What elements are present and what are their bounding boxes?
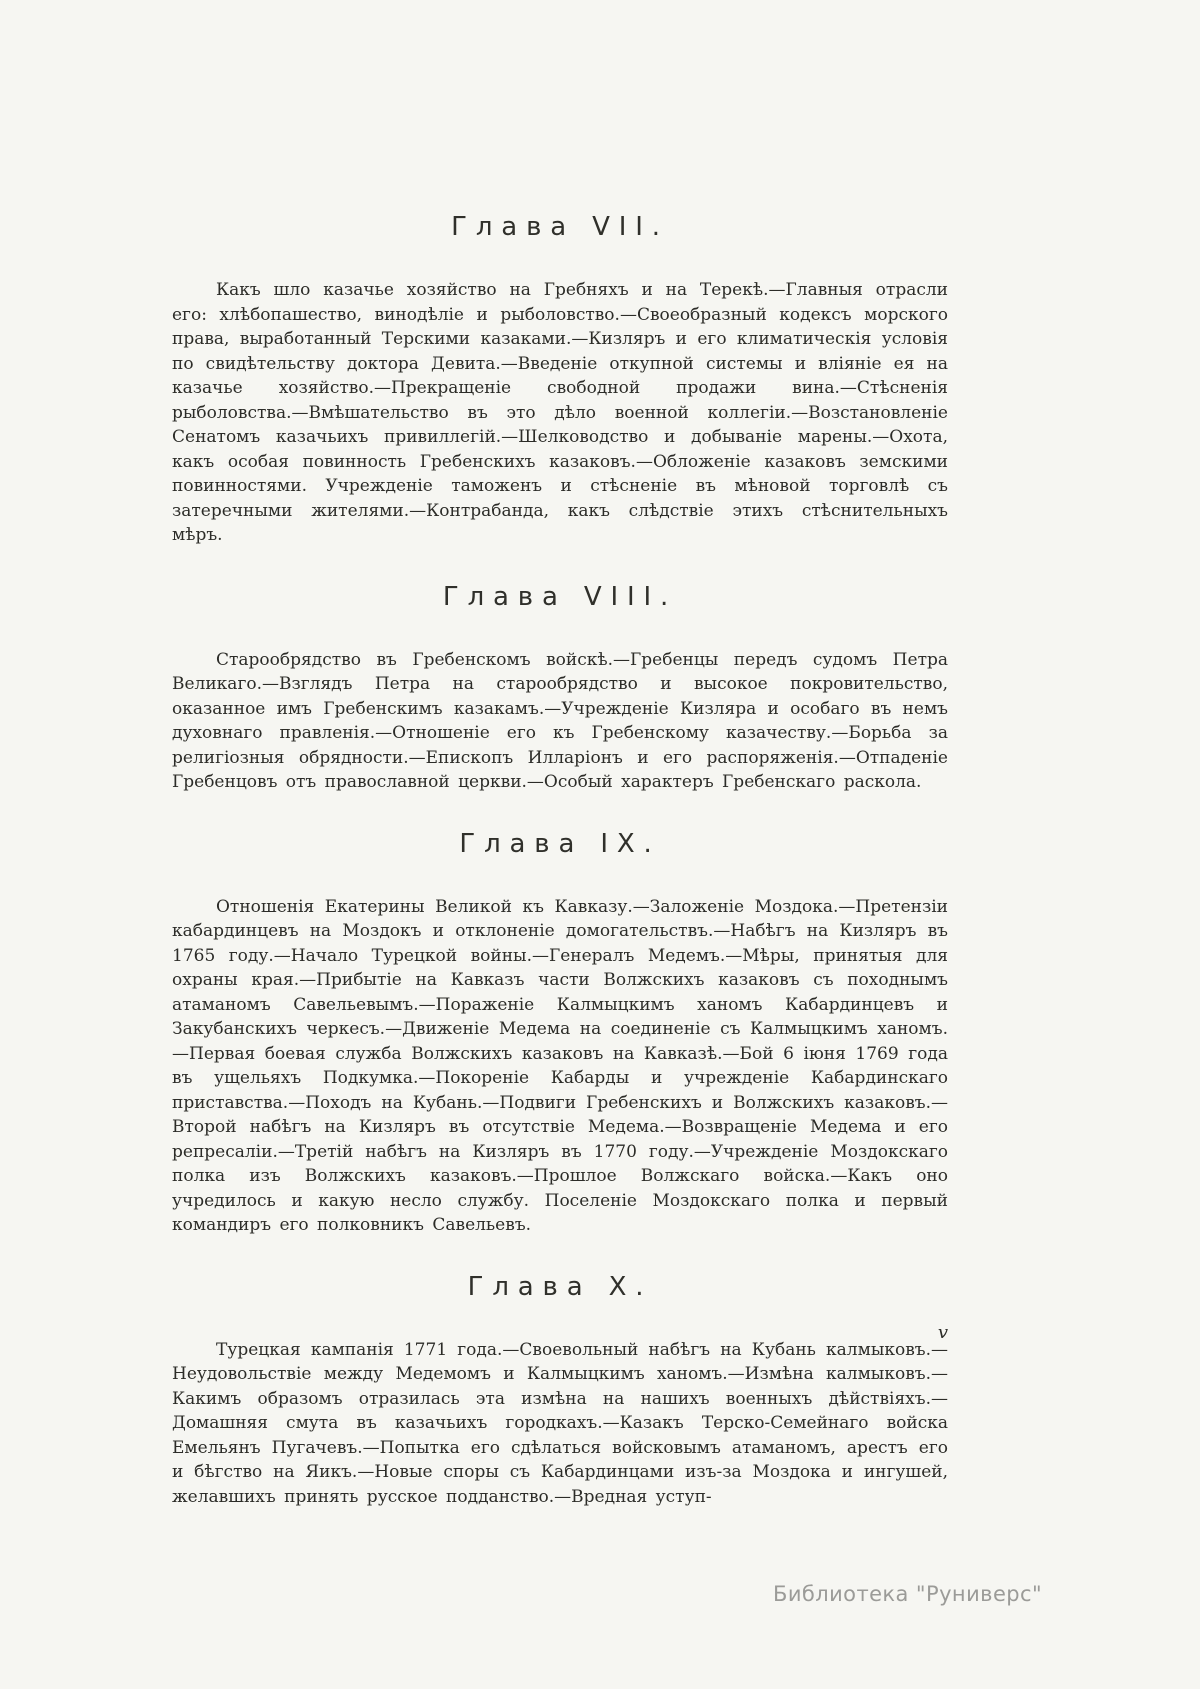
chapter-section-7 xyxy=(172,212,948,548)
chapter-heading-8: Глава VIII. xyxy=(442,581,678,612)
chapter-heading-10: Глава X. xyxy=(467,1271,653,1302)
chapter-section-9 xyxy=(172,829,948,1238)
chapter-heading-7: Глава VII. xyxy=(451,212,669,242)
chapter-summary-8: Старообрядство въ Гребенскомъ войскѣ.—Гребенцы передъ судомъ Петра Великаго.—Взглядъ Петра на старообрядство и высокое покровительство, оказанное имъ Гребенскимъ казакамъ.—Учрежденіе Кизляра и особаго въ немъ духовнаго правленія.—Отношеніе его къ Гребенскому казачеству.—Борьба за религіозныя обрядности.—Епископъ Илларіонъ и его распоряженія.—Отпаденіе Гребенцовъ отъ православной церкви.—Особый характеръ Гребенскаго раскола. xyxy=(172,649,948,792)
chapter-summary-7: Какъ шло казачье хозяйство на Гребняхъ и на Терекѣ.—Главныя отрасли его: хлѣбопашество, винодѣліе и рыболовство.—Своеобразный кодексъ морского права, выработанный Терскими казаками.—Кизляръ и его климатическія условія по свидѣтельству доктора Девита.—Введеніе откупной системы и вліяніе ея на казачье хозяйство.—Прекращеніе свободной продажи вина.—Стѣсненія рыболовства.—Вмѣшательство въ это дѣло военной коллегіи.—Возстановленіе Сенатомъ казачьихъ привиллегій.—Шелководство и добываніе марены.—Охота, какъ особая повинность Гребенскихъ казаковъ.—Обложеніе казаковъ земскими повинностями. Учрежденіе таможенъ и стѣсненіе въ мѣновой торговлѣ съ затеречными жителями.—Контрабанда, какъ слѣдствіе этихъ стѣснительныхъ мѣръ. xyxy=(172,280,948,545)
page-number: v xyxy=(937,1322,948,1343)
library-watermark: Библиотека "Руниверс" xyxy=(773,1582,1043,1606)
chapter-heading-9: Глава IX. xyxy=(459,828,661,859)
chapter-section-8 xyxy=(172,582,948,795)
chapter-summary-10: Турецкая кампанія 1771 года.—Своевольный набѣгъ на Кубань калмыковъ.—Неудовольствіе между Медемомъ и Калмыцкимъ ханомъ.—Измѣна калмыковъ.—Какимъ образомъ отразилась эта измѣна на нашихъ военныхъ дѣйствіяхъ.—Домашняя смута въ казачьихъ городкахъ.—Казакъ Терско-Семейнаго войска Емельянъ Пугачевъ.—Попытка его сдѣлаться войсковымъ атаманомъ, арестъ его и бѣгство на Яикъ.—Новые споры съ Кабардинцами изъ-за Моздока и ингушей, желавшихъ принять русское подданство.—Вредная уступ- xyxy=(172,1339,948,1507)
chapter-section-10 xyxy=(172,1272,948,1510)
text-block xyxy=(172,0,948,1509)
chapter-summary-9: Отношенія Екатерины Великой къ Кавказу.—Заложеніе Моздока.—Претензіи кабардинцевъ на Моздокъ и отклоненіе домогательствъ.—Набѣгъ на Кизляръ въ 1765 году.—Начало Турецкой войны.—Генералъ Медемъ.—Мѣры, принятыя для охраны края.—Прибытіе на Кавказъ части Волжскихъ казаковъ съ походнымъ атаманомъ Савельевымъ.—Пораженіе Калмыцкимъ ханомъ Кабардинцевъ и Закубанскихъ черкесъ.—Движеніе Медема на соединеніе съ Калмыцкимъ ханомъ.—Первая боевая служба Волжскихъ казаковъ на Кавказѣ.—Бой 6 іюня 1769 года въ ущельяхъ Подкумка.—Покореніе Кабарды и учрежденіе Кабардинскаго приставства.—Походъ на Кубань.—Подвиги Гребенскихъ и Волжскихъ казаковъ.—Второй набѣгъ на Кизляръ въ отсутствіе Медема.—Возвращеніе Медема и его репресаліи.—Третій набѣгъ на Кизляръ въ 1770 году.—Учрежденіе Моздокскаго полка изъ Волжскихъ казаковъ.—Прошлое Волжскаго войска.—Какъ оно учредилось и какую несло службу. Поселеніе Моздокскаго полка и первый командиръ его полковникъ Савельевъ. xyxy=(172,896,948,1235)
